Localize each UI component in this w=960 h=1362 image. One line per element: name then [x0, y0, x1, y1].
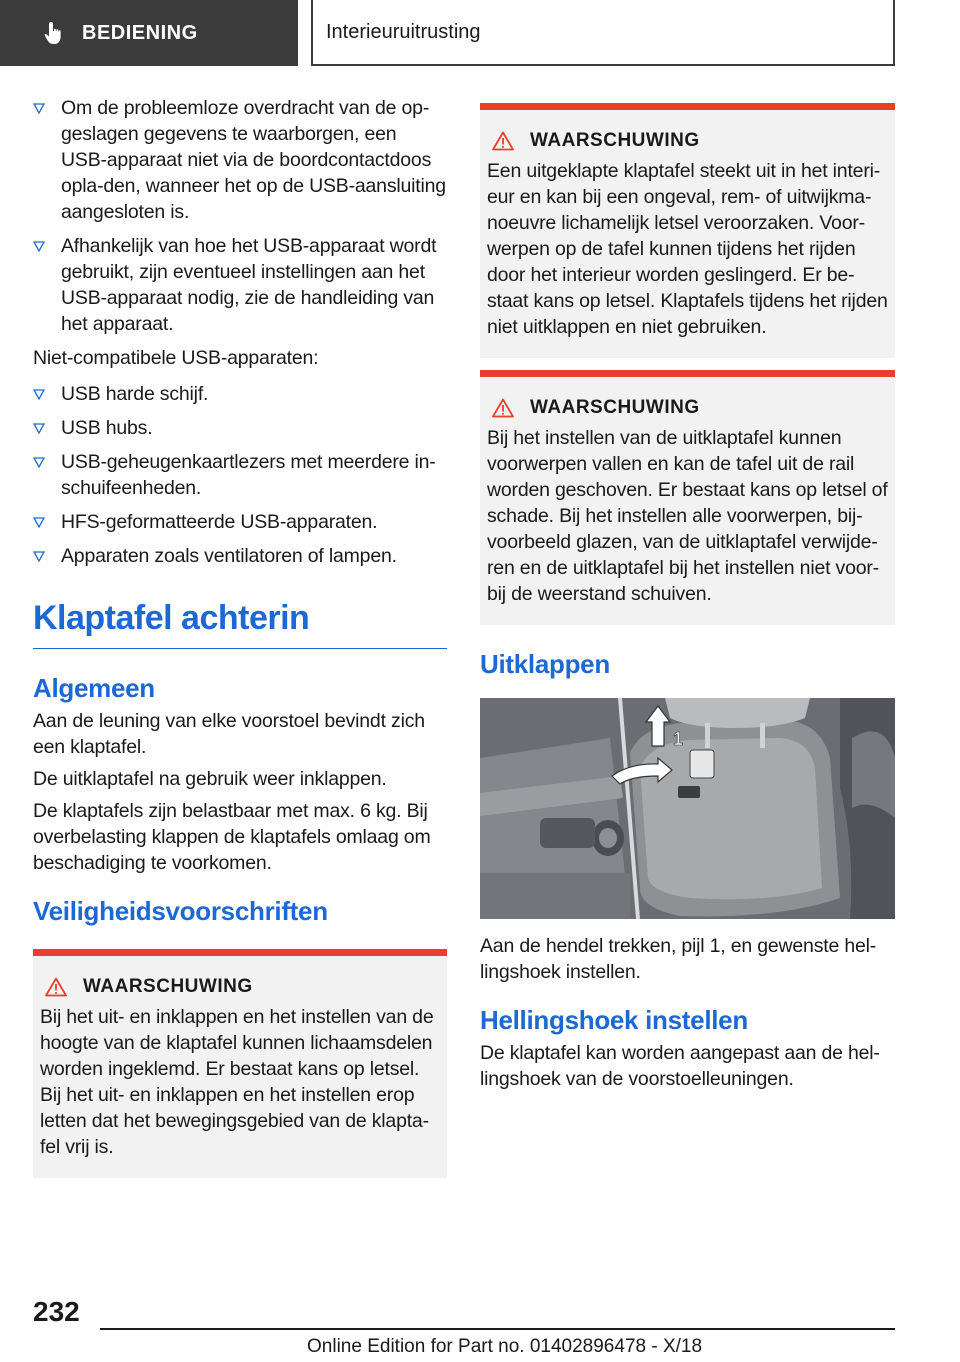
- tilt-text: De klaptafel kan worden aangepast aan de hel-lingshoek van de voorstoelleuningen.: [480, 1042, 880, 1090]
- hand-pointer-icon: [42, 20, 68, 46]
- tilt-heading: Hellingshoek instellen: [480, 1005, 748, 1035]
- safety-heading: Veiligheidsvoorschriften: [33, 896, 328, 926]
- chapter-title-box: [311, 0, 895, 66]
- list-item: [33, 381, 447, 407]
- warning-box: [480, 103, 895, 358]
- warning-header: [487, 130, 888, 152]
- triangle-bullet-icon: [33, 457, 45, 468]
- left-column: [33, 95, 447, 1178]
- triangle-bullet-icon: [33, 517, 45, 528]
- warning-text: Bij het instellen van de uitklaptafel kunnen voorwerpen vallen en kan de tafel uit de rail worden geschoven. Er bestaat kans op letsel of schade. Bij het instellen alle voorwerpen, bij-voorbeeld glazen, van de uitklaptafel verwijde-ren en de uitklaptafel bij het instellen niet voor-bij de weerstand schuiven.: [487, 427, 888, 605]
- list-item: [33, 543, 447, 569]
- warning-triangle-icon: [492, 131, 514, 151]
- warning-triangle-icon: [492, 398, 514, 418]
- warning-text: Een uitgeklapte klaptafel steekt uit in het interi-eur en kan bij een ongeval, rem- of uitwijkma-noeuvre lichamelijk letsel veroorzaken. Voor-werpen op de tafel kunnen tijdens het rijden door het interieur worden geslingerd. Er be-staat kans op letsel. Klaptafels tijdens het rijden niet uitklappen en niet gebruiken.: [487, 160, 888, 338]
- warning-title: WAARSCHUWING: [530, 130, 700, 151]
- right-column: [480, 103, 895, 1098]
- list-item: [33, 233, 447, 337]
- warning-text: Bij het uit- en inklappen en het instellen van de hoogte van de klaptafel kunnen lichaamsdelen worden ingeklemd. Er bestaat kans op letsel. Bij het uit- en inklappen en het instellen erop letten dat het bewegingsgebied van de klapta-fel vrij is.: [40, 1006, 434, 1158]
- general-paragraph: De uitklaptafel na gebruik weer inklappen.: [33, 768, 387, 790]
- triangle-bullet-icon: [33, 423, 45, 434]
- warning-box: [480, 370, 895, 625]
- list-item-text: Afhankelijk van hoe het USB-apparaat wordt gebruikt, zijn eventueel instellingen aan het USB-apparaat nodig, zie de handleiding van het apparaat.: [61, 235, 437, 335]
- fold-table-illustration: [480, 698, 895, 919]
- warning-box: [33, 949, 447, 1178]
- list-item: [33, 509, 447, 535]
- triangle-bullet-icon: [33, 551, 45, 562]
- list-item-text: Apparaten zoals ventilatoren of lampen.: [61, 545, 397, 567]
- triangle-bullet-icon: [33, 241, 45, 252]
- list-item: [33, 449, 447, 501]
- warning-header: [40, 976, 440, 998]
- list-item-text: USB hubs.: [61, 417, 153, 439]
- usb-notes-list: [33, 95, 447, 337]
- footer-rule: [100, 1328, 895, 1330]
- list-item: [33, 95, 447, 225]
- list-item: [33, 415, 447, 441]
- section-title: Klaptafel achterin: [33, 599, 447, 649]
- unfold-heading: Uitklappen: [480, 649, 610, 679]
- warning-header: [487, 397, 888, 419]
- seat-back-illustration: [480, 698, 895, 919]
- general-heading: Algemeen: [33, 673, 155, 703]
- list-item-text: Om de probleemloze overdracht van de op-geslagen gegevens te waarborgen, een USB-apparaat niet via de boordcontactdoos opla-den, wanneer het op de USB-aansluiting aangesloten is.: [61, 97, 446, 223]
- warning-title: WAARSCHUWING: [530, 397, 700, 418]
- list-item-text: USB harde schijf.: [61, 383, 209, 405]
- incompatible-list: [33, 381, 447, 569]
- list-item-text: USB-geheugenkaartlezers met meerdere in-schuifeenheden.: [61, 451, 436, 499]
- section-label: BEDIENING: [82, 21, 198, 44]
- warning-title: WAARSCHUWING: [83, 976, 253, 997]
- triangle-bullet-icon: [33, 389, 45, 400]
- triangle-bullet-icon: [33, 103, 45, 114]
- unfold-text: Aan de hendel trekken, pijl 1, en gewenste hel-lingshoek instellen.: [480, 935, 877, 983]
- incompatible-intro: Niet-compatibele USB-apparaten:: [33, 347, 319, 369]
- list-item-text: HFS-geformatteerde USB-apparaten.: [61, 511, 378, 533]
- edition-text: Online Edition for Part no. 01402896478 - X/18: [307, 1336, 703, 1357]
- general-paragraph: Aan de leuning van elke voorstoel bevindt zich een klaptafel.: [33, 710, 425, 758]
- page-number: 232: [33, 1296, 80, 1327]
- section-tab[interactable]: [0, 0, 298, 66]
- chapter-title: Interieuruitrusting: [326, 20, 481, 43]
- general-paragraph: De klaptafels zijn belastbaar met max. 6 kg. Bij overbelasting klappen de klaptafels omlaag om beschadiging te voorkomen.: [33, 800, 431, 874]
- warning-triangle-icon: [45, 977, 67, 997]
- arrow-label: 1: [673, 729, 684, 749]
